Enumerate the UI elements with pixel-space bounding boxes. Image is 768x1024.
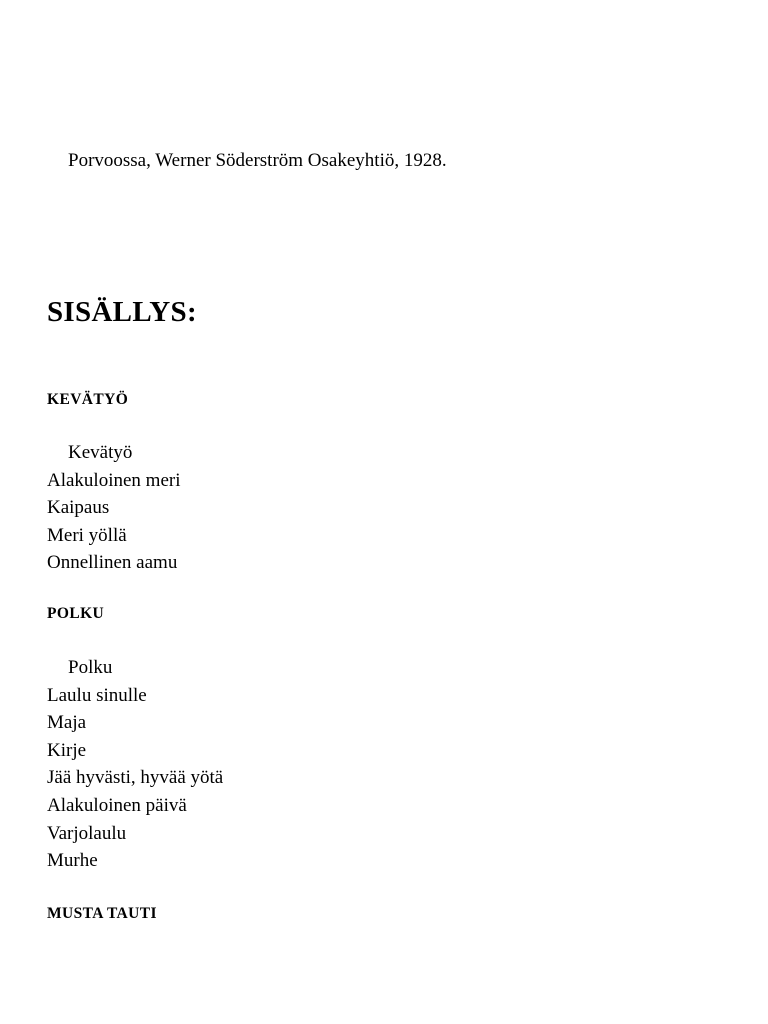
toc-entry: Laulu sinulle — [47, 684, 147, 706]
toc-entry: Onnellinen aamu — [47, 552, 178, 574]
toc-entry: Varjolaulu — [47, 822, 127, 844]
toc-entry: Murhe — [47, 850, 98, 872]
toc-entry: Maja — [47, 712, 87, 734]
section-title-kevatyo: KEVÄTYÖ — [47, 391, 129, 408]
toc-entry: Alakuloinen meri — [47, 469, 181, 491]
toc-entry: Meri yöllä — [47, 524, 127, 546]
publisher-line: Porvoossa, Werner Söderström Osakeyhtiö, 1928. — [68, 150, 447, 171]
section-list-polku — [47, 654, 223, 875]
toc-entry: Alakuloinen päivä — [47, 794, 187, 816]
section-title-polku: POLKU — [47, 605, 105, 622]
toc-entry: Polku — [68, 657, 113, 678]
toc-heading: SISÄLLYS: — [47, 296, 197, 328]
toc-entry: Kaipaus — [47, 497, 110, 519]
toc-entry: Kevätyö — [68, 442, 133, 463]
section-title-musta-tauti: MUSTA TAUTI — [47, 905, 157, 922]
toc-entry: Kirje — [47, 739, 87, 761]
section-list-kevatyo — [47, 439, 181, 577]
toc-entry: Jää hyvästi, hyvää yötä — [47, 767, 224, 789]
